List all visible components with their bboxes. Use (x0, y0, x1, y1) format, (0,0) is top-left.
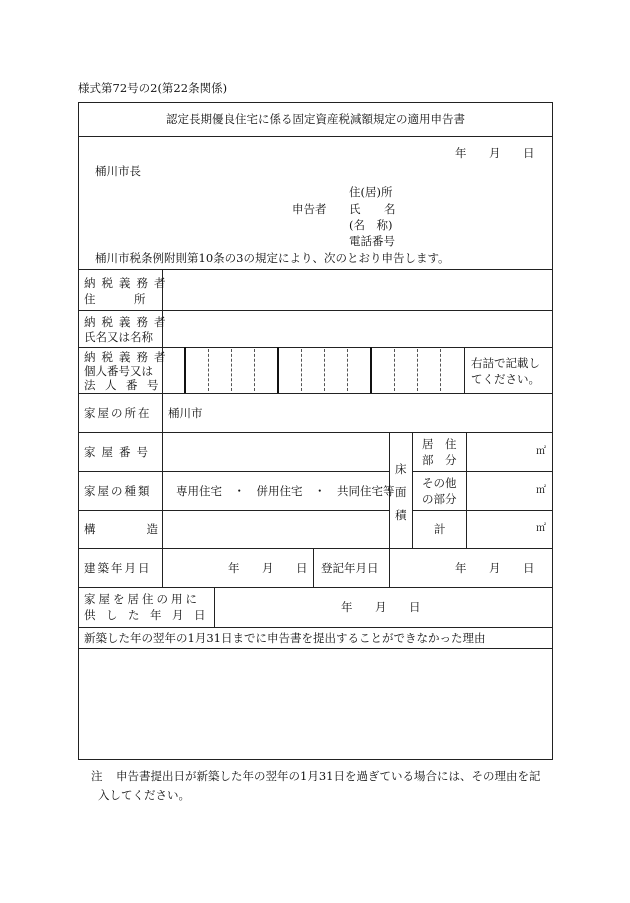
reason-label: 新築した年の翌年の1月31日までに申告書を提出することができなかった理由 (84, 631, 486, 645)
registered-day: 日 (523, 561, 535, 575)
date-day: 日 (523, 146, 535, 160)
residential-label-1: 居 住 (422, 437, 457, 451)
applicant-address-label: 住(居)所 (349, 185, 393, 199)
built-month: 月 (262, 561, 274, 575)
taxpayer-name-label-2: 氏名又は名称 (84, 330, 153, 344)
taxpayer-number-label-2: 個人番号又は (84, 364, 153, 378)
note-mark: 注 (91, 769, 103, 783)
unit-total: ㎡ (536, 523, 546, 534)
number-note-2: てください。 (471, 372, 540, 386)
registered-month: 月 (489, 561, 501, 575)
house-location-label: 家屋の所在 (84, 406, 152, 420)
unit-residential: ㎡ (536, 446, 546, 457)
floor-area-label-2: 面 (395, 485, 407, 499)
form-number: 様式第72号の2(第22条関係) (78, 81, 228, 95)
registered-year: 年 (455, 561, 467, 575)
other-label-2: の部分 (422, 492, 457, 506)
form-title: 認定長期優良住宅に係る固定資産税減額規定の適用申告書 (166, 112, 465, 126)
applicant-name-mei: 名 (384, 202, 396, 216)
declaration-text: 桶川市税条例附則第10条の3の規定により、次のとおり申告します。 (95, 251, 450, 265)
registered-date-label: 登記年月日 (321, 561, 379, 575)
residence-use-label-1: 家屋を居住の用に (84, 592, 200, 606)
house-location-value: 桶川市 (168, 406, 203, 420)
house-type-value: 専用住宅 ・ 併用住宅 ・ 共同住宅等 (176, 484, 395, 498)
structure-label: 構 造 (84, 522, 159, 536)
unit-other: ㎡ (536, 485, 546, 496)
taxpayer-address-label-2: 住 所 (84, 292, 147, 306)
house-type-label: 家屋の種類 (84, 484, 152, 498)
other-label-1: その他 (422, 476, 457, 490)
total-label: 計 (434, 522, 446, 536)
note-line-1: 申告書提出日が新築した年の翌年の1月31日を過ぎている場合には、その理由を記 (116, 769, 541, 783)
residence-day: 日 (409, 600, 421, 614)
residence-month: 月 (375, 600, 387, 614)
reason-field[interactable] (80, 650, 551, 758)
taxpayer-number-label-3: 法 人 番 号 (84, 378, 158, 392)
residential-label-2: 部 分 (422, 453, 457, 467)
applicant-corp-label: (名 称) (349, 218, 393, 232)
applicant-phone-label: 電話番号 (349, 234, 395, 248)
date-year: 年 (455, 146, 467, 160)
applicant-name-shi: 氏 (349, 202, 361, 216)
house-number-label: 家屋番号 (84, 445, 154, 459)
taxpayer-number-label-1: 納税義務者 (84, 350, 172, 364)
built-year: 年 (228, 561, 240, 575)
applicant-label: 申告者 (292, 202, 327, 216)
taxpayer-name-label-1: 納税義務者 (84, 315, 172, 329)
residence-use-label-2: 供 し た 年 月 日 (84, 608, 205, 622)
built-day: 日 (296, 561, 308, 575)
number-note-1: 右詰で記載し (471, 356, 540, 370)
built-date-label: 建築年月日 (84, 561, 152, 575)
addressee: 桶川市長 (95, 164, 141, 178)
residence-year: 年 (341, 600, 353, 614)
floor-area-label-3: 積 (395, 508, 407, 522)
floor-area-label-1: 床 (395, 462, 407, 476)
note-line-2: 入してください。 (98, 788, 190, 802)
date-month: 月 (489, 146, 501, 160)
taxpayer-address-label-1: 納税義務者 (84, 276, 172, 290)
